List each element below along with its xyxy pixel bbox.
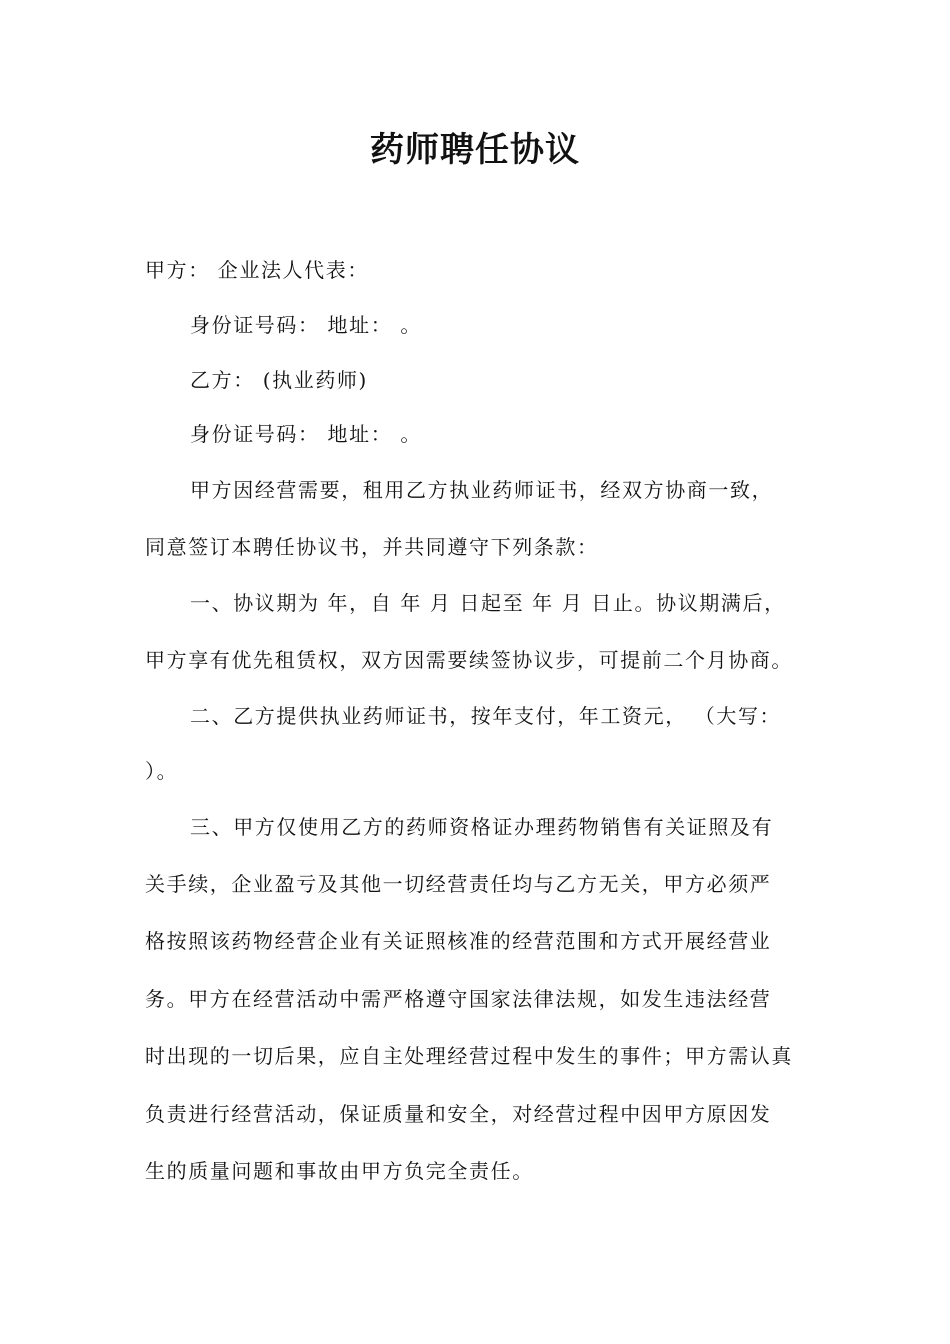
clause-3-line-7: 生的质量问题和事故由甲方负完全责任。 bbox=[145, 1159, 534, 1183]
clause-1-line-1: 一、协议期为 年，自 年 月 日起至 年 月 日止。协议期满后， bbox=[190, 591, 786, 615]
intro-paragraph-line-2: 同意签订本聘任协议书，并共同遵守下列条款： bbox=[145, 535, 599, 559]
party-a-id-line: 身份证号码： 地址： 。 bbox=[190, 313, 422, 337]
clause-1-line-2: 甲方享有优先租赁权，双方因需要续签协议步，可提前二个月协商。 bbox=[145, 648, 793, 672]
party-b-id-line: 身份证号码： 地址： 。 bbox=[190, 422, 422, 446]
clause-3-line-6: 负责进行经营活动，保证质量和安全，对经营过程中因甲方原因发 bbox=[145, 1102, 772, 1126]
clause-3-line-5: 时出现的一切后果，应自主处理经营过程中发生的事件；甲方需认真 bbox=[145, 1044, 793, 1068]
clause-3-line-1: 三、甲方仅使用乙方的药师资格证办理药物销售有关证照及有 bbox=[190, 815, 774, 839]
party-b-line: 乙方： (执业药师) bbox=[190, 368, 368, 392]
party-a-line: 甲方： 企业法人代表： bbox=[145, 258, 369, 282]
clause-3-line-2: 关手续，企业盈亏及其他一切经营责任均与乙方无关，甲方必须严 bbox=[145, 872, 772, 896]
intro-paragraph-line-1: 甲方因经营需要，租用乙方执业药师证书，经双方协商一致， bbox=[190, 478, 774, 502]
clause-3-line-3: 格按照该药物经营企业有关证照核准的经营范围和方式开展经营业 bbox=[145, 929, 772, 953]
document-title: 药师聘任协议 bbox=[370, 130, 580, 170]
clause-3-line-4: 务。甲方在经营活动中需严格遵守国家法律法规，如发生违法经营 bbox=[145, 987, 772, 1011]
clause-2-line-1: 二、乙方提供执业药师证书，按年支付，年工资元， （大写： bbox=[190, 704, 782, 728]
clause-2-line-2: ）。 bbox=[145, 759, 179, 783]
